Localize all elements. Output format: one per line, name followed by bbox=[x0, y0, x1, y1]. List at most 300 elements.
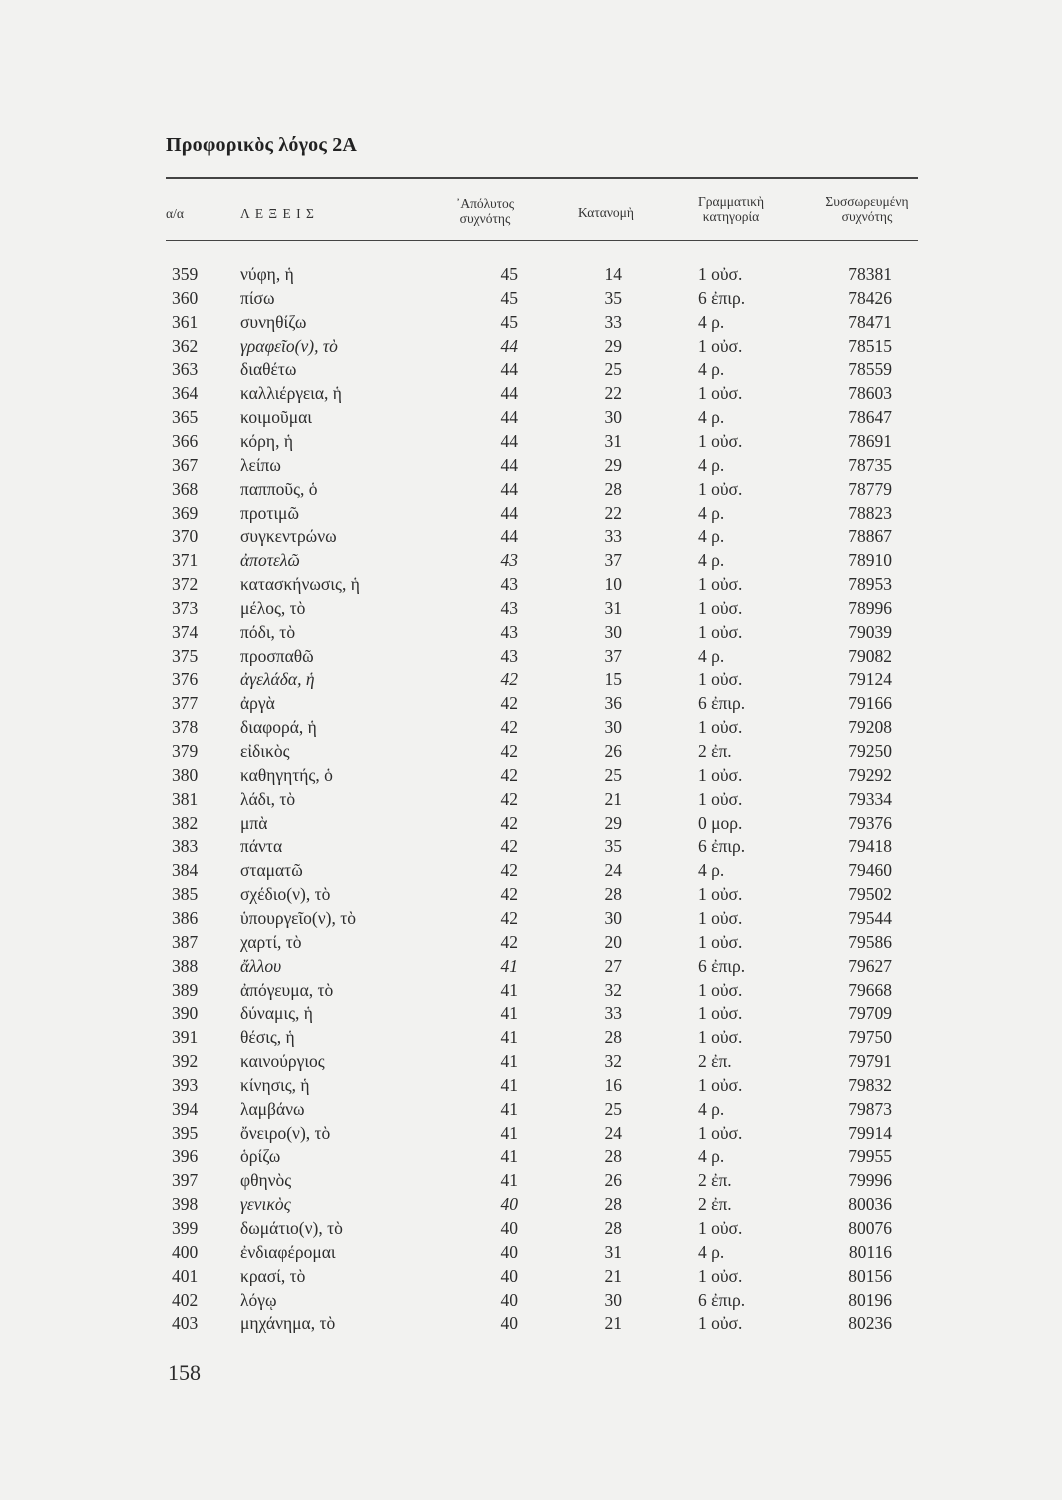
row-word: κίνησις, ἡ bbox=[240, 1074, 310, 1095]
row-grammatical-category: 1 οὐσ. bbox=[698, 264, 743, 284]
row-distribution: 29 bbox=[604, 335, 622, 356]
table-row bbox=[0, 405, 1062, 429]
header-words bbox=[240, 206, 360, 221]
row-distribution: 10 bbox=[604, 574, 622, 595]
row-grammatical-category: 2 ἐπ. bbox=[698, 741, 732, 761]
row-grammatical-category: 2 ἐπ. bbox=[698, 1051, 732, 1072]
row-grammatical-category: 4 ρ. bbox=[698, 526, 725, 547]
row-cumulative-frequency: 78515 bbox=[848, 335, 892, 356]
row-absolute-frequency: 40 bbox=[500, 1313, 518, 1334]
row-number: 398 bbox=[172, 1194, 199, 1215]
row-word: κόρη, ἡ bbox=[240, 430, 293, 451]
row-cumulative-frequency: 79750 bbox=[848, 1027, 892, 1048]
row-absolute-frequency: 45 bbox=[500, 264, 518, 284]
row-cumulative-frequency: 80076 bbox=[848, 1218, 892, 1238]
row-cumulative-frequency: 79544 bbox=[848, 907, 892, 928]
table-row bbox=[0, 572, 1062, 596]
row-number: 381 bbox=[172, 788, 199, 809]
row-number: 377 bbox=[172, 693, 199, 714]
table-row bbox=[0, 1049, 1062, 1073]
header-absolute-line1: ᾿Απόλυτος bbox=[455, 196, 515, 211]
row-word: ὑπουργεῖο(ν), τὸ bbox=[240, 907, 356, 928]
row-absolute-frequency: 41 bbox=[500, 1051, 518, 1072]
row-distribution: 31 bbox=[604, 1241, 622, 1262]
row-grammatical-category: 1 οὐσ. bbox=[698, 1003, 743, 1024]
row-number: 365 bbox=[172, 407, 199, 428]
row-number: 385 bbox=[172, 884, 199, 905]
table-row bbox=[0, 1240, 1062, 1264]
row-grammatical-category: 4 ρ. bbox=[698, 1098, 725, 1119]
table-row bbox=[0, 429, 1062, 453]
row-number: 384 bbox=[172, 860, 199, 881]
row-word: καινούργιος bbox=[240, 1051, 325, 1072]
row-cumulative-frequency: 78647 bbox=[848, 407, 892, 428]
row-cumulative-frequency: 79418 bbox=[848, 836, 892, 857]
row-word: μηχάνημα, τὸ bbox=[240, 1313, 336, 1334]
table-row bbox=[0, 477, 1062, 501]
row-grammatical-category: 1 οὐσ. bbox=[698, 621, 743, 642]
row-distribution: 33 bbox=[604, 311, 622, 332]
row-absolute-frequency: 44 bbox=[500, 359, 518, 380]
row-distribution: 21 bbox=[604, 1313, 622, 1334]
row-distribution: 28 bbox=[604, 1146, 622, 1167]
row-word: κρασί, τὸ bbox=[240, 1265, 306, 1286]
row-number: 396 bbox=[172, 1146, 199, 1167]
row-cumulative-frequency: 79955 bbox=[848, 1146, 892, 1167]
row-cumulative-frequency: 79124 bbox=[848, 669, 892, 690]
table-row bbox=[0, 739, 1062, 763]
row-distribution: 21 bbox=[604, 788, 622, 809]
row-cumulative-frequency: 78381 bbox=[848, 264, 892, 284]
row-cumulative-frequency: 78426 bbox=[848, 287, 892, 308]
table-row bbox=[0, 357, 1062, 381]
table-row bbox=[0, 501, 1062, 525]
row-distribution: 28 bbox=[604, 478, 622, 499]
row-word: ἀπόγευμα, τὸ bbox=[240, 979, 334, 1000]
row-absolute-frequency: 44 bbox=[500, 454, 518, 475]
row-number: 364 bbox=[172, 383, 199, 404]
row-number: 371 bbox=[172, 550, 199, 571]
row-word: πάντα bbox=[240, 836, 283, 857]
row-word: ἀποτελῶ bbox=[240, 550, 300, 571]
row-grammatical-category: 4 ρ. bbox=[698, 645, 725, 666]
row-distribution: 30 bbox=[604, 407, 622, 428]
row-word: χαρτί, τὸ bbox=[240, 931, 302, 952]
row-number: 372 bbox=[172, 574, 199, 595]
row-grammatical-category: 1 οὐσ. bbox=[698, 574, 743, 595]
row-absolute-frequency: 44 bbox=[500, 383, 518, 404]
row-cumulative-frequency: 79914 bbox=[848, 1122, 892, 1143]
table-row bbox=[0, 667, 1062, 691]
row-number: 403 bbox=[172, 1313, 199, 1334]
row-distribution: 36 bbox=[604, 693, 622, 714]
row-absolute-frequency: 42 bbox=[500, 693, 518, 714]
row-grammatical-category: 4 ρ. bbox=[698, 311, 725, 332]
row-cumulative-frequency: 79460 bbox=[848, 860, 892, 881]
header-number bbox=[166, 206, 206, 221]
row-grammatical-category: 1 οὐσ. bbox=[698, 931, 743, 952]
row-grammatical-category: 0 μορ. bbox=[698, 812, 743, 833]
row-word: λάδι, τὸ bbox=[240, 788, 296, 809]
row-distribution: 31 bbox=[604, 597, 622, 618]
row-cumulative-frequency: 79873 bbox=[848, 1098, 892, 1119]
header-cumulative-line1: Συσσωρευμένη bbox=[825, 194, 909, 209]
row-grammatical-category: 1 οὐσ. bbox=[698, 907, 743, 928]
row-grammatical-category: 2 ἐπ. bbox=[698, 1170, 732, 1191]
row-cumulative-frequency: 78471 bbox=[848, 311, 892, 332]
row-absolute-frequency: 43 bbox=[500, 621, 518, 642]
table-row bbox=[0, 906, 1062, 930]
row-number: 370 bbox=[172, 526, 199, 547]
row-distribution: 20 bbox=[604, 931, 622, 952]
row-cumulative-frequency: 79502 bbox=[848, 884, 892, 905]
row-distribution: 29 bbox=[604, 454, 622, 475]
table-row bbox=[0, 310, 1062, 334]
row-number: 366 bbox=[172, 430, 199, 451]
row-cumulative-frequency: 78953 bbox=[848, 574, 892, 595]
row-distribution: 29 bbox=[604, 812, 622, 833]
row-number: 395 bbox=[172, 1122, 199, 1143]
row-number: 376 bbox=[172, 669, 199, 690]
table-row bbox=[0, 763, 1062, 787]
row-distribution: 22 bbox=[604, 383, 622, 404]
row-grammatical-category: 1 οὐσ. bbox=[698, 717, 743, 738]
row-absolute-frequency: 44 bbox=[500, 478, 518, 499]
row-cumulative-frequency: 79832 bbox=[848, 1074, 892, 1095]
row-distribution: 30 bbox=[604, 1289, 622, 1310]
row-absolute-frequency: 42 bbox=[500, 836, 518, 857]
header-distribution bbox=[556, 205, 656, 220]
row-absolute-frequency: 45 bbox=[500, 287, 518, 308]
row-word: ἄλλου bbox=[240, 955, 282, 976]
row-cumulative-frequency: 78735 bbox=[848, 454, 892, 475]
row-grammatical-category: 4 ρ. bbox=[698, 502, 725, 523]
row-number: 375 bbox=[172, 645, 199, 666]
row-distribution: 15 bbox=[604, 669, 622, 690]
row-word: νύφη, ἡ bbox=[240, 264, 294, 284]
header-cumulative-line2: συχνότης bbox=[841, 209, 893, 224]
page-title: Προφορικὸς λόγος 2Α bbox=[166, 134, 358, 156]
row-absolute-frequency: 42 bbox=[500, 907, 518, 928]
row-grammatical-category: 6 ἐπιρ. bbox=[698, 287, 746, 308]
table-row bbox=[0, 691, 1062, 715]
row-cumulative-frequency: 78996 bbox=[848, 597, 892, 618]
row-number: 359 bbox=[172, 264, 199, 284]
table-row bbox=[0, 1168, 1062, 1192]
row-absolute-frequency: 42 bbox=[500, 931, 518, 952]
row-cumulative-frequency: 80036 bbox=[848, 1194, 892, 1215]
row-number: 363 bbox=[172, 359, 199, 380]
table-row bbox=[0, 834, 1062, 858]
row-distribution: 28 bbox=[604, 1194, 622, 1215]
row-grammatical-category: 1 οὐσ. bbox=[698, 335, 743, 356]
row-grammatical-category: 6 ἐπιρ. bbox=[698, 955, 746, 976]
row-absolute-frequency: 41 bbox=[500, 1098, 518, 1119]
row-absolute-frequency: 40 bbox=[500, 1289, 518, 1310]
row-grammatical-category: 4 ρ. bbox=[698, 407, 725, 428]
row-word: ἀγελάδα, ἡ bbox=[240, 669, 315, 690]
row-cumulative-frequency: 79250 bbox=[848, 741, 892, 761]
row-number: 373 bbox=[172, 597, 199, 618]
row-cumulative-frequency: 79166 bbox=[848, 693, 892, 714]
row-cumulative-frequency: 79292 bbox=[848, 764, 892, 785]
row-cumulative-frequency: 80156 bbox=[848, 1265, 892, 1286]
row-absolute-frequency: 41 bbox=[500, 1003, 518, 1024]
row-number: 394 bbox=[172, 1098, 199, 1119]
row-number: 380 bbox=[172, 764, 199, 785]
row-absolute-frequency: 40 bbox=[500, 1218, 518, 1238]
header-grammatical-category bbox=[676, 194, 786, 224]
table-row bbox=[0, 524, 1062, 548]
table-row bbox=[0, 1097, 1062, 1121]
row-word: δύναμις, ἡ bbox=[240, 1003, 313, 1024]
row-absolute-frequency: 42 bbox=[500, 717, 518, 738]
table-row bbox=[0, 453, 1062, 477]
row-distribution: 21 bbox=[604, 1265, 622, 1286]
row-absolute-frequency: 42 bbox=[500, 741, 518, 761]
row-absolute-frequency: 41 bbox=[500, 1027, 518, 1048]
header-absolute-frequency bbox=[430, 196, 540, 226]
row-grammatical-category: 4 ρ. bbox=[698, 860, 725, 881]
row-number: 401 bbox=[172, 1265, 199, 1286]
table-row bbox=[0, 1144, 1062, 1168]
table-row bbox=[0, 548, 1062, 572]
row-number: 368 bbox=[172, 478, 199, 499]
row-distribution: 28 bbox=[604, 1027, 622, 1048]
row-word: παπποῦς, ὁ bbox=[240, 478, 318, 499]
row-cumulative-frequency: 78603 bbox=[848, 383, 892, 404]
row-absolute-frequency: 40 bbox=[500, 1194, 518, 1215]
row-absolute-frequency: 44 bbox=[500, 407, 518, 428]
row-absolute-frequency: 42 bbox=[500, 764, 518, 785]
table-row bbox=[0, 286, 1062, 310]
row-grammatical-category: 1 οὐσ. bbox=[698, 1074, 743, 1095]
page-number: 158 bbox=[168, 1360, 201, 1385]
row-grammatical-category: 1 οὐσ. bbox=[698, 1218, 743, 1238]
row-distribution: 28 bbox=[604, 1218, 622, 1238]
row-grammatical-category: 1 οὐσ. bbox=[698, 669, 743, 690]
row-cumulative-frequency: 79039 bbox=[848, 621, 892, 642]
row-absolute-frequency: 43 bbox=[500, 574, 518, 595]
row-grammatical-category: 4 ρ. bbox=[698, 550, 725, 571]
row-absolute-frequency: 41 bbox=[500, 1122, 518, 1143]
table-row bbox=[0, 620, 1062, 644]
row-distribution: 26 bbox=[604, 1170, 622, 1191]
table-row bbox=[0, 882, 1062, 906]
row-word: εἰδικὸς bbox=[240, 741, 290, 761]
row-grammatical-category: 1 οὐσ. bbox=[698, 430, 743, 451]
row-number: 374 bbox=[172, 621, 199, 642]
row-cumulative-frequency: 79208 bbox=[848, 717, 892, 738]
row-word: δωμάτιο(ν), τὸ bbox=[240, 1218, 343, 1238]
row-distribution: 32 bbox=[604, 1051, 622, 1072]
row-distribution: 24 bbox=[604, 1122, 622, 1143]
row-cumulative-frequency: 80236 bbox=[848, 1313, 892, 1334]
row-number: 367 bbox=[172, 454, 199, 475]
row-grammatical-category: 1 οὐσ. bbox=[698, 979, 743, 1000]
table-row bbox=[0, 978, 1062, 1002]
row-grammatical-category: 1 οὐσ. bbox=[698, 788, 743, 809]
table-row bbox=[0, 644, 1062, 668]
row-grammatical-category: 6 ἐπιρ. bbox=[698, 1289, 746, 1310]
row-number: 378 bbox=[172, 717, 199, 738]
row-cumulative-frequency: 79668 bbox=[848, 979, 892, 1000]
row-word: κατασκήνωσις, ἡ bbox=[240, 574, 360, 595]
row-number: 383 bbox=[172, 836, 199, 857]
row-cumulative-frequency: 78823 bbox=[848, 502, 892, 523]
row-absolute-frequency: 40 bbox=[500, 1265, 518, 1286]
row-absolute-frequency: 42 bbox=[500, 669, 518, 690]
row-distribution: 16 bbox=[604, 1074, 622, 1095]
row-grammatical-category: 1 οὐσ. bbox=[698, 478, 743, 499]
row-distribution: 27 bbox=[604, 955, 622, 976]
row-number: 387 bbox=[172, 931, 199, 952]
row-number: 402 bbox=[172, 1289, 199, 1310]
header-words-label: Λ Ε Ξ Ε Ι Σ bbox=[240, 206, 315, 221]
row-distribution: 31 bbox=[604, 430, 622, 451]
row-distribution: 22 bbox=[604, 502, 622, 523]
row-grammatical-category: 6 ἐπιρ. bbox=[698, 693, 746, 714]
row-distribution: 25 bbox=[604, 764, 622, 785]
row-word: γενικὸς bbox=[240, 1194, 291, 1215]
row-cumulative-frequency: 79709 bbox=[848, 1003, 892, 1024]
row-distribution: 35 bbox=[604, 836, 622, 857]
table-row bbox=[0, 596, 1062, 620]
row-word: συγκεντρώνω bbox=[240, 526, 337, 547]
row-word: λαμβάνω bbox=[240, 1098, 305, 1119]
row-number: 386 bbox=[172, 907, 199, 928]
row-absolute-frequency: 41 bbox=[500, 1074, 518, 1095]
row-absolute-frequency: 40 bbox=[500, 1241, 518, 1262]
row-number: 392 bbox=[172, 1051, 199, 1072]
row-number: 400 bbox=[172, 1241, 199, 1262]
row-number: 362 bbox=[172, 335, 199, 356]
row-distribution: 33 bbox=[604, 526, 622, 547]
row-word: σταματῶ bbox=[240, 860, 303, 881]
row-word: μπὰ bbox=[240, 812, 268, 833]
row-number: 399 bbox=[172, 1218, 199, 1238]
row-number: 388 bbox=[172, 955, 199, 976]
row-cumulative-frequency: 78559 bbox=[848, 359, 892, 380]
table-row bbox=[0, 954, 1062, 978]
row-number: 390 bbox=[172, 1003, 199, 1024]
header-absolute-line2: συχνότης bbox=[459, 211, 511, 226]
header-grammar-line2: κατηγορία bbox=[702, 209, 760, 224]
row-word: διαθέτω bbox=[240, 359, 297, 380]
row-cumulative-frequency: 78691 bbox=[848, 430, 892, 451]
row-grammatical-category: 1 οὐσ. bbox=[698, 884, 743, 905]
row-absolute-frequency: 44 bbox=[500, 526, 518, 547]
table-row bbox=[0, 787, 1062, 811]
header-distribution-label: Κατανομὴ bbox=[578, 205, 634, 220]
row-distribution: 28 bbox=[604, 884, 622, 905]
row-absolute-frequency: 42 bbox=[500, 812, 518, 833]
row-cumulative-frequency: 80116 bbox=[848, 1241, 892, 1262]
header-number-label: α/α bbox=[166, 206, 184, 221]
row-grammatical-category: 1 οὐσ. bbox=[698, 1265, 743, 1286]
row-grammatical-category: 6 ἐπιρ. bbox=[698, 836, 746, 857]
row-cumulative-frequency: 78910 bbox=[848, 550, 892, 571]
row-number: 361 bbox=[172, 311, 199, 332]
row-word: μέλος, τὸ bbox=[240, 597, 306, 618]
table-row bbox=[0, 858, 1062, 882]
row-grammatical-category: 1 οὐσ. bbox=[698, 764, 743, 785]
row-word: θέσις, ἡ bbox=[240, 1027, 295, 1048]
table-row bbox=[0, 1216, 1062, 1240]
row-number: 360 bbox=[172, 287, 199, 308]
row-word: διαφορά, ἡ bbox=[240, 717, 317, 738]
row-distribution: 37 bbox=[604, 645, 622, 666]
row-number: 382 bbox=[172, 812, 199, 833]
row-word: γραφεῖο(ν), τὸ bbox=[240, 335, 338, 356]
header-bottom-rule bbox=[166, 240, 918, 241]
row-grammatical-category: 1 οὐσ. bbox=[698, 1122, 743, 1143]
table-row bbox=[0, 1121, 1062, 1145]
row-absolute-frequency: 43 bbox=[500, 645, 518, 666]
row-absolute-frequency: 44 bbox=[500, 335, 518, 356]
row-cumulative-frequency: 79996 bbox=[848, 1170, 892, 1191]
table-row bbox=[0, 1264, 1062, 1288]
row-grammatical-category: 4 ρ. bbox=[698, 1241, 725, 1262]
row-cumulative-frequency: 79082 bbox=[848, 645, 892, 666]
row-number: 393 bbox=[172, 1074, 199, 1095]
row-cumulative-frequency: 79334 bbox=[848, 788, 892, 809]
row-grammatical-category: 1 οὐσ. bbox=[698, 597, 743, 618]
row-word: φθηνὸς bbox=[240, 1170, 292, 1191]
row-word: συνηθίζω bbox=[240, 311, 307, 332]
row-distribution: 37 bbox=[604, 550, 622, 571]
row-word: σχέδιο(ν), τὸ bbox=[240, 884, 331, 905]
row-absolute-frequency: 43 bbox=[500, 597, 518, 618]
table-row bbox=[0, 1311, 1062, 1335]
row-distribution: 24 bbox=[604, 860, 622, 881]
row-absolute-frequency: 42 bbox=[500, 860, 518, 881]
row-word: προσπαθῶ bbox=[240, 645, 314, 666]
row-number: 389 bbox=[172, 979, 199, 1000]
row-cumulative-frequency: 80196 bbox=[848, 1289, 892, 1310]
row-word: λείπω bbox=[240, 454, 281, 475]
row-distribution: 30 bbox=[604, 907, 622, 928]
row-grammatical-category: 1 οὐσ. bbox=[698, 1027, 743, 1048]
row-word: ὁρίζω bbox=[240, 1146, 281, 1167]
row-word: ἀργὰ bbox=[240, 693, 275, 714]
row-distribution: 25 bbox=[604, 1098, 622, 1119]
table-row bbox=[0, 381, 1062, 405]
row-cumulative-frequency: 78867 bbox=[848, 526, 892, 547]
row-word: ὄνειρο(ν), τὸ bbox=[240, 1122, 331, 1143]
row-word: πίσω bbox=[240, 287, 275, 308]
row-absolute-frequency: 41 bbox=[500, 1146, 518, 1167]
row-number: 369 bbox=[172, 502, 199, 523]
header-grammar-line1: Γραμματικὴ bbox=[697, 194, 765, 209]
row-absolute-frequency: 42 bbox=[500, 788, 518, 809]
table-row bbox=[0, 1025, 1062, 1049]
table-row bbox=[0, 334, 1062, 358]
row-distribution: 33 bbox=[604, 1003, 622, 1024]
row-distribution: 26 bbox=[604, 741, 622, 761]
row-cumulative-frequency: 78779 bbox=[848, 478, 892, 499]
row-grammatical-category: 1 οὐσ. bbox=[698, 383, 743, 404]
table-row bbox=[0, 1288, 1062, 1312]
row-absolute-frequency: 43 bbox=[500, 550, 518, 571]
row-word: καλλιέργεια, ἡ bbox=[240, 383, 342, 404]
row-absolute-frequency: 41 bbox=[500, 955, 518, 976]
table-row bbox=[0, 262, 1062, 286]
row-absolute-frequency: 44 bbox=[500, 502, 518, 523]
row-distribution: 14 bbox=[604, 264, 622, 284]
header-cumulative-frequency bbox=[806, 194, 928, 224]
table-row bbox=[0, 1001, 1062, 1025]
